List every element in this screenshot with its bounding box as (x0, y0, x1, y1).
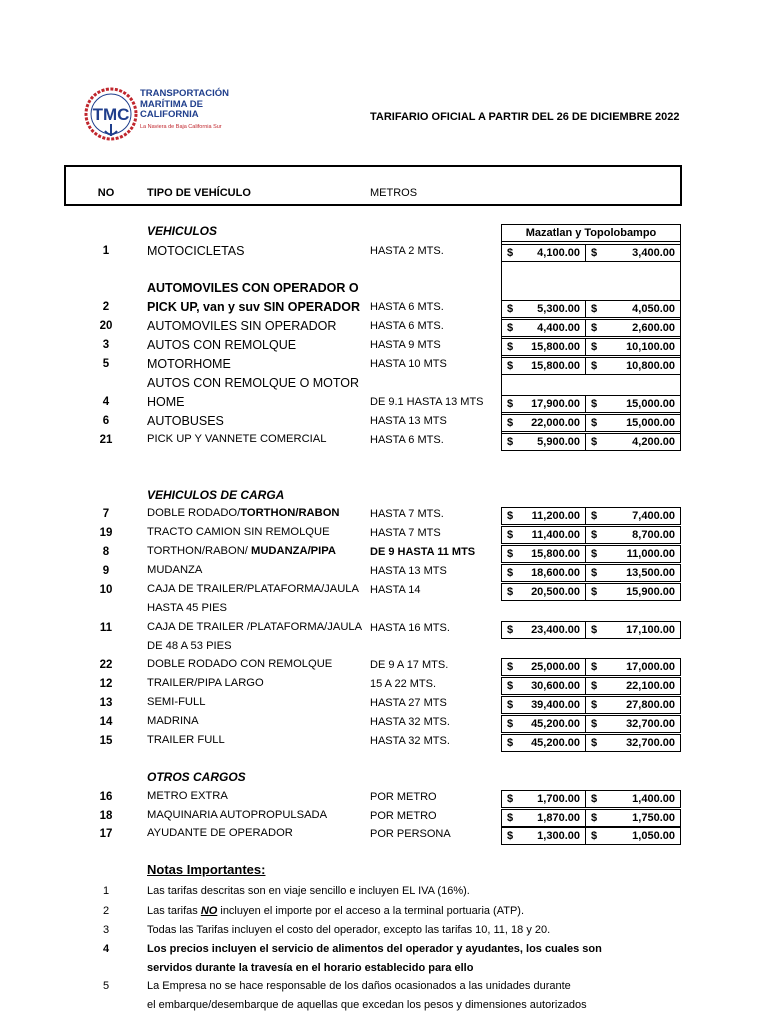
currency-sign: $ (591, 699, 598, 711)
price-value: 4,050.00 (632, 303, 675, 315)
logo-name (140, 89, 229, 121)
price-mazatlan (501, 300, 586, 318)
row-number: 16 (99, 791, 113, 803)
logo-name-line: TRANSPORTACIÓN (140, 88, 230, 99)
price-mazatlan (501, 696, 586, 714)
currency-sign: $ (507, 567, 514, 579)
company-logo (84, 84, 232, 146)
price-value: 30,600.00 (531, 680, 580, 692)
note-text: Las tarifas descritas son en viaje sencillo e incluyen EL IVA (16%). (147, 885, 470, 897)
currency-sign: $ (507, 680, 514, 692)
currency-sign: $ (591, 303, 598, 315)
currency-sign: $ (507, 624, 514, 636)
price-topolobampo (585, 827, 681, 845)
price-value: 4,400.00 (537, 322, 580, 334)
price-value: 15,800.00 (531, 341, 580, 353)
currency-sign: $ (507, 398, 514, 410)
currency-sign: $ (507, 812, 514, 824)
currency-sign: $ (507, 718, 514, 730)
row-number: 11 (99, 622, 113, 634)
row-metros: HASTA 7 MTS. (370, 508, 444, 520)
row-metros: HASTA 6 MTS. (370, 301, 444, 313)
note-number: 5 (102, 980, 110, 992)
price-mazatlan (501, 433, 586, 451)
price-value: 20,500.00 (531, 586, 580, 598)
price-mazatlan (501, 395, 586, 413)
row-tipo: TRAILER FULL (147, 734, 225, 746)
row-metros: HASTA 9 MTS (370, 339, 441, 351)
row-tipo: AUTOMOVILES SIN OPERADOR (147, 319, 337, 333)
row-tipo-part: MUDANZA/PIPA (251, 545, 336, 557)
row-tipo: SEMI-FULL (147, 696, 206, 708)
note-text-part: incluyen el importe por el acceso a la terminal portuaria (ATP). (217, 905, 525, 917)
price-value: 10,100.00 (626, 341, 675, 353)
price-value: 1,700.00 (537, 793, 580, 805)
price-value: 1,300.00 (537, 830, 580, 842)
price-topolobampo (585, 621, 681, 639)
tmc-emblem-icon (84, 84, 140, 146)
row-metros: HASTA 32 MTS. (370, 735, 450, 747)
price-value: 22,000.00 (531, 417, 580, 429)
price-mazatlan (501, 621, 586, 639)
row-tipo: HOME (147, 395, 185, 409)
price-mazatlan (501, 677, 586, 695)
row-tipo: MOTORHOME (147, 357, 231, 371)
price-mazatlan (501, 338, 586, 356)
row-tipo: CAJA DE TRAILER /PLATAFORMA/JAULA (147, 621, 363, 633)
price-value: 7,400.00 (632, 510, 675, 522)
currency-sign: $ (591, 567, 598, 579)
currency-sign: $ (507, 529, 514, 541)
logo-mark: TMC (92, 105, 130, 124)
price-value: 23,400.00 (531, 624, 580, 636)
price-value: 45,200.00 (531, 718, 580, 730)
price-value: 15,000.00 (626, 398, 675, 410)
price-mazatlan (501, 715, 586, 733)
price-mazatlan (501, 790, 586, 808)
currency-sign: $ (507, 510, 514, 522)
header-tipo: TIPO DE VEHÍCULO (147, 187, 251, 199)
row-tipo: MAQUINARIA AUTOPROPULSADA (147, 809, 328, 821)
price-value: 22,100.00 (626, 680, 675, 692)
section-otros: OTROS CARGOS (147, 770, 246, 784)
price-topolobampo (585, 395, 681, 413)
price-value: 1,400.00 (632, 793, 675, 805)
row-metros: HASTA 14 (370, 584, 421, 596)
note-text (147, 905, 524, 917)
currency-sign: $ (591, 812, 598, 824)
price-value: 11,000.00 (626, 548, 675, 560)
row-metros: HASTA 6 MTS. (370, 320, 444, 332)
row-metros: HASTA 32 MTS. (370, 716, 450, 728)
document-title: TARIFARIO OFICIAL A PARTIR DEL 26 DE DICIEMBRE 2022 (370, 111, 680, 123)
note-text: servidos durante la travesía en el horario establecido para ello (147, 962, 474, 974)
row-tipo: DE 48 A 53 PIES (147, 640, 232, 652)
row-metros: POR PERSONA (370, 828, 451, 840)
price-topolobampo (585, 433, 681, 451)
currency-sign: $ (591, 398, 598, 410)
row-metros: HASTA 6 MTS. (370, 434, 444, 446)
price-mazatlan (501, 583, 586, 601)
row-tipo: MADRINA (147, 715, 199, 727)
currency-sign: $ (507, 699, 514, 711)
row-number: 2 (102, 301, 110, 313)
row-number: 13 (99, 697, 113, 709)
row-number: 7 (102, 508, 110, 520)
logo-name-line: CALIFORNIA (140, 109, 199, 120)
price-value: 45,200.00 (531, 737, 580, 749)
currency-sign: $ (591, 360, 598, 372)
row-metros: HASTA 10 MTS (370, 358, 447, 370)
currency-sign: $ (591, 322, 598, 334)
row-number: 4 (102, 396, 110, 408)
price-value: 15,800.00 (531, 360, 580, 372)
currency-sign: $ (591, 247, 598, 259)
price-value: 3,400.00 (632, 247, 675, 259)
price-value: 17,100.00 (626, 624, 675, 636)
price-mazatlan (501, 319, 586, 337)
currency-sign: $ (591, 624, 598, 636)
currency-sign: $ (507, 548, 514, 560)
currency-sign: $ (591, 529, 598, 541)
row-metros: 15 A 22 MTS. (370, 678, 437, 690)
price-topolobampo (585, 545, 681, 563)
row-number: 12 (99, 678, 113, 690)
row-metros: POR METRO (370, 791, 437, 803)
currency-sign: $ (591, 510, 598, 522)
row-tipo (147, 507, 339, 519)
price-value: 11,200.00 (531, 510, 580, 522)
row-metros: POR METRO (370, 810, 437, 822)
row-number: 21 (99, 434, 113, 446)
price-topolobampo (585, 414, 681, 432)
currency-sign: $ (507, 830, 514, 842)
currency-sign: $ (591, 548, 598, 560)
price-mazatlan (501, 526, 586, 544)
row-number: 17 (99, 828, 113, 840)
row-metros: HASTA 27 MTS (370, 697, 447, 709)
logo-tagline: La Naviera de Baja California Sur (140, 124, 222, 130)
price-mazatlan (501, 414, 586, 432)
row-number: 3 (102, 339, 110, 351)
table-header-box (64, 165, 682, 206)
note-number: 4 (102, 943, 110, 955)
price-mazatlan (501, 545, 586, 563)
currency-sign: $ (507, 737, 514, 749)
row-metros: DE 9.1 HASTA 13 MTS (370, 396, 484, 408)
row-tipo (147, 545, 336, 557)
price-mazatlan (501, 357, 586, 375)
currency-sign: $ (591, 737, 598, 749)
currency-sign: $ (507, 586, 514, 598)
price-mazatlan (501, 507, 586, 525)
row-tipo: DOBLE RODADO CON REMOLQUE (147, 658, 333, 670)
row-tipo: AUTOBUSES (147, 414, 224, 428)
row-number: 20 (99, 320, 113, 332)
row-tipo: METRO EXTRA (147, 790, 228, 802)
row-tipo: MOTOCICLETAS (147, 244, 245, 258)
row-tipo: PICK UP Y VANNETE COMERCIAL (147, 433, 327, 445)
price-value: 8,700.00 (632, 529, 675, 541)
row-tipo: TRAILER/PIPA LARGO (147, 677, 264, 689)
price-value: 5,900.00 (537, 436, 580, 448)
route-header: Mazatlan y Topolobampo (501, 224, 681, 242)
price-value: 1,750.00 (632, 812, 675, 824)
price-mazatlan (501, 244, 586, 262)
price-value: 11,400.00 (531, 529, 580, 541)
price-topolobampo (585, 244, 681, 262)
price-topolobampo (585, 319, 681, 337)
price-value: 25,000.00 (531, 661, 580, 673)
price-value: 15,900.00 (626, 586, 675, 598)
row-number: 1 (102, 245, 110, 257)
currency-sign: $ (591, 718, 598, 730)
row-metros: HASTA 13 MTS (370, 565, 447, 577)
price-topolobampo (585, 677, 681, 695)
row-number: 14 (99, 716, 113, 728)
currency-sign: $ (591, 830, 598, 842)
row-tipo: AYUDANTE DE OPERADOR (147, 827, 293, 839)
price-topolobampo (585, 809, 681, 827)
row-number: 8 (102, 546, 110, 558)
currency-sign: $ (507, 793, 514, 805)
price-value: 4,100.00 (537, 247, 580, 259)
price-value: 32,700.00 (626, 737, 675, 749)
row-metros: HASTA 2 MTS. (370, 245, 444, 257)
header-no: NO (97, 187, 115, 199)
currency-sign: $ (591, 586, 598, 598)
price-topolobampo (585, 658, 681, 676)
currency-sign: $ (507, 360, 514, 372)
row-metros: HASTA 13 MTS (370, 415, 447, 427)
header-metros: METROS (370, 187, 418, 199)
row-metros: DE 9 A 17 MTS. (370, 659, 449, 671)
price-value: 15,000.00 (626, 417, 675, 429)
row-tipo-part: DOBLE RODADO/ (147, 507, 241, 519)
row-number: 19 (99, 527, 113, 539)
currency-sign: $ (507, 341, 514, 353)
logo-name-line: MARÍTIMA DE (140, 98, 203, 110)
row-number: 18 (99, 810, 113, 822)
price-value: 18,600.00 (531, 567, 580, 579)
price-topolobampo (585, 715, 681, 733)
price-value: 4,200.00 (632, 436, 675, 448)
price-value: 10,800.00 (626, 360, 675, 372)
currency-sign: $ (507, 436, 514, 448)
row-metros: HASTA 7 MTS (370, 527, 441, 539)
price-topolobampo (585, 790, 681, 808)
price-mazatlan (501, 734, 586, 752)
price-topolobampo (585, 564, 681, 582)
currency-sign: $ (591, 417, 598, 429)
price-value: 32,700.00 (626, 718, 675, 730)
price-value: 5,300.00 (537, 303, 580, 315)
price-value: 27,800.00 (626, 699, 675, 711)
row-tipo-part: TORTHON/RABON/ (147, 545, 252, 557)
row-number: 9 (102, 565, 110, 577)
note-number: 2 (102, 905, 110, 917)
notes-title: Notas Importantes: (147, 862, 266, 877)
row-number: 22 (99, 659, 113, 671)
price-topolobampo (585, 526, 681, 544)
currency-sign: $ (507, 661, 514, 673)
currency-sign: $ (591, 436, 598, 448)
price-value: 39,400.00 (531, 699, 580, 711)
price-value: 1,870.00 (537, 812, 580, 824)
row-tipo-part: TORTHON/RABON (240, 507, 340, 519)
price-value: 2,600.00 (632, 322, 675, 334)
price-value: 1,050.00 (632, 830, 675, 842)
currency-sign: $ (591, 661, 598, 673)
row-tipo: MUDANZA (147, 564, 203, 576)
row-tipo: AUTOMOVILES CON OPERADOR O (147, 281, 359, 295)
row-number: 10 (99, 584, 113, 596)
currency-sign: $ (507, 322, 514, 334)
row-tipo: AUTOS CON REMOLQUE O MOTOR (147, 376, 360, 390)
row-tipo: CAJA DE TRAILER/PLATAFORMA/JAULA (147, 583, 359, 595)
note-number: 3 (102, 924, 110, 936)
row-number: 15 (99, 735, 113, 747)
note-text: La Empresa no se hace responsable de los daños ocasionados a las unidades durante (147, 980, 571, 992)
price-mazatlan (501, 658, 586, 676)
price-topolobampo (585, 583, 681, 601)
price-mazatlan (501, 827, 586, 845)
price-topolobampo (585, 507, 681, 525)
currency-sign: $ (591, 793, 598, 805)
note-text: Los precios incluyen el servicio de alimentos del operador y ayudantes, los cuales son (147, 943, 602, 955)
price-topolobampo (585, 300, 681, 318)
price-topolobampo (585, 357, 681, 375)
row-metros: HASTA 16 MTS. (370, 622, 450, 634)
price-value: 17,000.00 (626, 661, 675, 673)
price-value: 13,500.00 (626, 567, 675, 579)
note-text: el embarque/desembarque de aquellas que excedan los pesos y dimensiones autorizados (147, 999, 587, 1011)
price-topolobampo (585, 734, 681, 752)
price-topolobampo (585, 696, 681, 714)
row-tipo: AUTOS CON REMOLQUE (147, 338, 297, 352)
currency-sign: $ (507, 417, 514, 429)
currency-sign: $ (507, 303, 514, 315)
currency-sign: $ (591, 680, 598, 692)
row-metros: DE 9 HASTA 11 MTS (370, 546, 476, 558)
row-number: 5 (102, 358, 110, 370)
price-topolobampo (585, 338, 681, 356)
section-carga: VEHICULOS DE CARGA (147, 488, 285, 502)
price-mazatlan (501, 564, 586, 582)
row-tipo: PICK UP, van y suv SIN OPERADOR (147, 300, 361, 314)
row-tipo: HASTA 45 PIES (147, 602, 228, 614)
note-text: Todas las Tarifas incluyen el costo del operador, excepto las tarifas 10, 11, 18 y 20. (147, 924, 551, 936)
row-tipo: TRACTO CAMION SIN REMOLQUE (147, 526, 330, 538)
price-mazatlan (501, 809, 586, 827)
note-text-part: Las tarifas (147, 905, 201, 917)
section-vehiculos: VEHICULOS (147, 224, 218, 238)
currency-sign: $ (591, 341, 598, 353)
price-value: 17,900.00 (531, 398, 580, 410)
note-number: 1 (102, 885, 110, 897)
row-number: 6 (102, 415, 110, 427)
currency-sign: $ (507, 247, 514, 259)
price-value: 15,800.00 (531, 548, 580, 560)
note-emphasis: NO (200, 905, 218, 917)
